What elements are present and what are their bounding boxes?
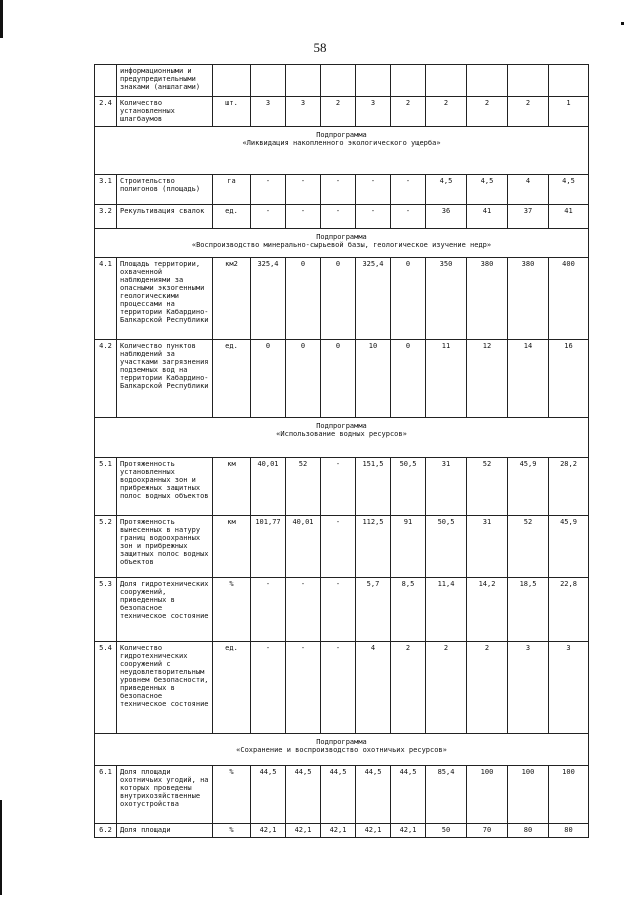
table-row (95, 578, 589, 642)
value-cell: 42,1 (286, 824, 321, 838)
value-cell: 42,1 (391, 824, 426, 838)
subprogram-label: Подпрограмма (316, 131, 367, 139)
edge-mark-left-lower (0, 800, 2, 895)
subprogram-heading (95, 127, 589, 175)
table-row (95, 516, 589, 578)
value-cell: 80 (549, 824, 589, 838)
unit-cell: % (213, 824, 251, 838)
indicator-name: Доля площади охотничьих угодий, на которых проведены внутрихозяйственные охотустройства (117, 766, 213, 824)
subprogram-heading (95, 418, 589, 458)
value-cell: 112,5 (356, 516, 391, 578)
value-cell: 44,5 (251, 766, 286, 824)
indicator-name: Площадь территории, охваченной наблюдениями за опасными экзогенными геологическими процессами на территории Кабардино-Балкарской Республики (117, 258, 213, 340)
value-cell: 44,5 (356, 766, 391, 824)
value-cell: 80 (508, 824, 549, 838)
table-row (95, 340, 589, 418)
value-cell: 4,5 (426, 175, 467, 205)
row-number (95, 65, 117, 97)
value-cell: 16 (549, 340, 589, 418)
subprogram-label: Подпрограмма (316, 233, 367, 241)
unit-cell: км (213, 458, 251, 516)
value-cell: - (251, 175, 286, 205)
value-cell: 14,2 (467, 578, 508, 642)
row-number: 6.1 (95, 766, 117, 824)
unit-cell: ед. (213, 205, 251, 229)
value-cell: 2 (508, 97, 549, 127)
table-row (95, 175, 589, 205)
unit-cell: % (213, 766, 251, 824)
value-cell: 41 (467, 205, 508, 229)
value-cell: 4,5 (549, 175, 589, 205)
value-cell: 380 (508, 258, 549, 340)
value-cell (426, 65, 467, 97)
value-cell: 3 (286, 97, 321, 127)
edge-mark-right (621, 22, 624, 25)
value-cell: 0 (286, 258, 321, 340)
value-cell: - (321, 175, 356, 205)
value-cell (286, 65, 321, 97)
value-cell: 325,4 (251, 258, 286, 340)
value-cell: 45,9 (549, 516, 589, 578)
value-cell: - (356, 205, 391, 229)
table-row (95, 97, 589, 127)
indicator-name: информационными и предупредительными знаками (аншлагами) (117, 65, 213, 97)
table-row (95, 65, 589, 97)
value-cell: - (286, 578, 321, 642)
row-number: 5.4 (95, 642, 117, 734)
value-cell: 100 (467, 766, 508, 824)
value-cell: 4 (508, 175, 549, 205)
row-number: 6.2 (95, 824, 117, 838)
edge-mark-left (0, 0, 3, 38)
value-cell: 11 (426, 340, 467, 418)
value-cell: 28,2 (549, 458, 589, 516)
value-cell: 18,5 (508, 578, 549, 642)
value-cell: 50,5 (391, 458, 426, 516)
value-cell: 44,5 (286, 766, 321, 824)
indicator-name: Протяженность установленных водоохранных зон и прибрежных защитных полос водных объектов (117, 458, 213, 516)
value-cell: 4 (356, 642, 391, 734)
value-cell: 2 (391, 642, 426, 734)
indicator-name: Количество установленных шлагбаумов (117, 97, 213, 127)
value-cell: 50 (426, 824, 467, 838)
value-cell: 2 (426, 97, 467, 127)
value-cell: 12 (467, 340, 508, 418)
value-cell: 2 (467, 97, 508, 127)
value-cell: 70 (467, 824, 508, 838)
value-cell: 100 (508, 766, 549, 824)
value-cell: 10 (356, 340, 391, 418)
value-cell: 52 (286, 458, 321, 516)
value-cell: - (286, 642, 321, 734)
value-cell: 0 (286, 340, 321, 418)
subprogram-row (95, 734, 589, 766)
subprogram-label: Подпрограмма (316, 738, 367, 746)
table-row (95, 205, 589, 229)
value-cell (549, 65, 589, 97)
unit-cell: га (213, 175, 251, 205)
value-cell: 100 (549, 766, 589, 824)
subprogram-row (95, 229, 589, 258)
value-cell: 45,9 (508, 458, 549, 516)
value-cell: - (321, 458, 356, 516)
subprogram-label: Подпрограмма (316, 422, 367, 430)
value-cell: 11,4 (426, 578, 467, 642)
subprogram-title: «Воспроизводство минерально-сырьевой базы, геологическое изучение недр» (191, 241, 492, 249)
unit-cell: % (213, 578, 251, 642)
unit-cell: км (213, 516, 251, 578)
value-cell: 101,77 (251, 516, 286, 578)
unit-cell: ед. (213, 642, 251, 734)
row-number: 4.1 (95, 258, 117, 340)
value-cell: - (251, 205, 286, 229)
value-cell: 44,5 (321, 766, 356, 824)
row-number: 5.3 (95, 578, 117, 642)
value-cell: 31 (426, 458, 467, 516)
table-row (95, 824, 589, 838)
value-cell: - (251, 578, 286, 642)
value-cell: - (286, 205, 321, 229)
value-cell: 42,1 (356, 824, 391, 838)
value-cell: 400 (549, 258, 589, 340)
value-cell: 0 (321, 258, 356, 340)
table-row (95, 766, 589, 824)
table-row (95, 642, 589, 734)
value-cell: 36 (426, 205, 467, 229)
indicators-table (94, 64, 589, 838)
value-cell: 151,5 (356, 458, 391, 516)
value-cell: - (391, 175, 426, 205)
value-cell: 2 (391, 97, 426, 127)
table-row (95, 458, 589, 516)
table-row (95, 258, 589, 340)
value-cell: 0 (391, 340, 426, 418)
value-cell (321, 65, 356, 97)
indicator-name: Количество гидротехнических сооружений с неудовлетворительным уровнем безопасности, приведенных в безопасное техническое состояние (117, 642, 213, 734)
value-cell (391, 65, 426, 97)
value-cell: 42,1 (251, 824, 286, 838)
value-cell: 8,5 (391, 578, 426, 642)
unit-cell: км2 (213, 258, 251, 340)
value-cell: 3 (549, 642, 589, 734)
indicator-name: Строительство полигонов (площадь) (117, 175, 213, 205)
value-cell: - (356, 175, 391, 205)
value-cell: 0 (251, 340, 286, 418)
value-cell: 40,01 (251, 458, 286, 516)
value-cell: 0 (321, 340, 356, 418)
value-cell: - (321, 205, 356, 229)
value-cell: - (286, 175, 321, 205)
subprogram-heading (95, 229, 589, 258)
value-cell: 0 (391, 258, 426, 340)
indicator-name: Доля площади (117, 824, 213, 838)
row-number: 2.4 (95, 97, 117, 127)
subprogram-row (95, 418, 589, 458)
value-cell: 3 (251, 97, 286, 127)
value-cell: 52 (508, 516, 549, 578)
value-cell: 31 (467, 516, 508, 578)
value-cell: 40,01 (286, 516, 321, 578)
value-cell: 41 (549, 205, 589, 229)
indicator-name: Рекультивация свалок (117, 205, 213, 229)
row-number: 3.1 (95, 175, 117, 205)
value-cell (508, 65, 549, 97)
row-number: 3.2 (95, 205, 117, 229)
value-cell: - (321, 578, 356, 642)
unit-cell (213, 65, 251, 97)
value-cell: - (321, 516, 356, 578)
subprogram-title: «Сохранение и воспроизводство охотничьих ресурсов» (236, 746, 447, 754)
unit-cell: ед. (213, 340, 251, 418)
indicator-name: Количество пунктов наблюдений за участками загрязнения подземных вод на территории Кабардино-Балкарской Республики (117, 340, 213, 418)
value-cell: 91 (391, 516, 426, 578)
value-cell: 50,5 (426, 516, 467, 578)
value-cell: 3 (356, 97, 391, 127)
value-cell: 2 (426, 642, 467, 734)
row-number: 5.2 (95, 516, 117, 578)
value-cell: 42,1 (321, 824, 356, 838)
value-cell: 37 (508, 205, 549, 229)
value-cell: 2 (467, 642, 508, 734)
value-cell (356, 65, 391, 97)
value-cell (251, 65, 286, 97)
value-cell: 52 (467, 458, 508, 516)
value-cell: 44,5 (391, 766, 426, 824)
value-cell: 325,4 (356, 258, 391, 340)
value-cell: 5,7 (356, 578, 391, 642)
value-cell: - (391, 205, 426, 229)
value-cell: 2 (321, 97, 356, 127)
page-number: 58 (313, 40, 327, 55)
row-number: 4.2 (95, 340, 117, 418)
subprogram-row (95, 127, 589, 175)
value-cell: - (251, 642, 286, 734)
unit-cell: шт. (213, 97, 251, 127)
subprogram-title: «Использование водных ресурсов» (276, 430, 407, 438)
value-cell: 350 (426, 258, 467, 340)
value-cell (467, 65, 508, 97)
value-cell: 3 (508, 642, 549, 734)
indicator-name: Доля гидротехнических сооружений, приведенных в безопасное техническое состояние (117, 578, 213, 642)
value-cell: 1 (549, 97, 589, 127)
value-cell: 85,4 (426, 766, 467, 824)
subprogram-title: «Ликвидация накопленного экологического ущерба» (242, 139, 441, 147)
subprogram-heading (95, 734, 589, 766)
value-cell: 14 (508, 340, 549, 418)
value-cell: - (321, 642, 356, 734)
value-cell: 380 (467, 258, 508, 340)
indicator-name: Протяженность вынесенных в натуру границ водоохранных зон и прибрежных защитных полос водных объектов (117, 516, 213, 578)
row-number: 5.1 (95, 458, 117, 516)
value-cell: 22,8 (549, 578, 589, 642)
value-cell: 4,5 (467, 175, 508, 205)
